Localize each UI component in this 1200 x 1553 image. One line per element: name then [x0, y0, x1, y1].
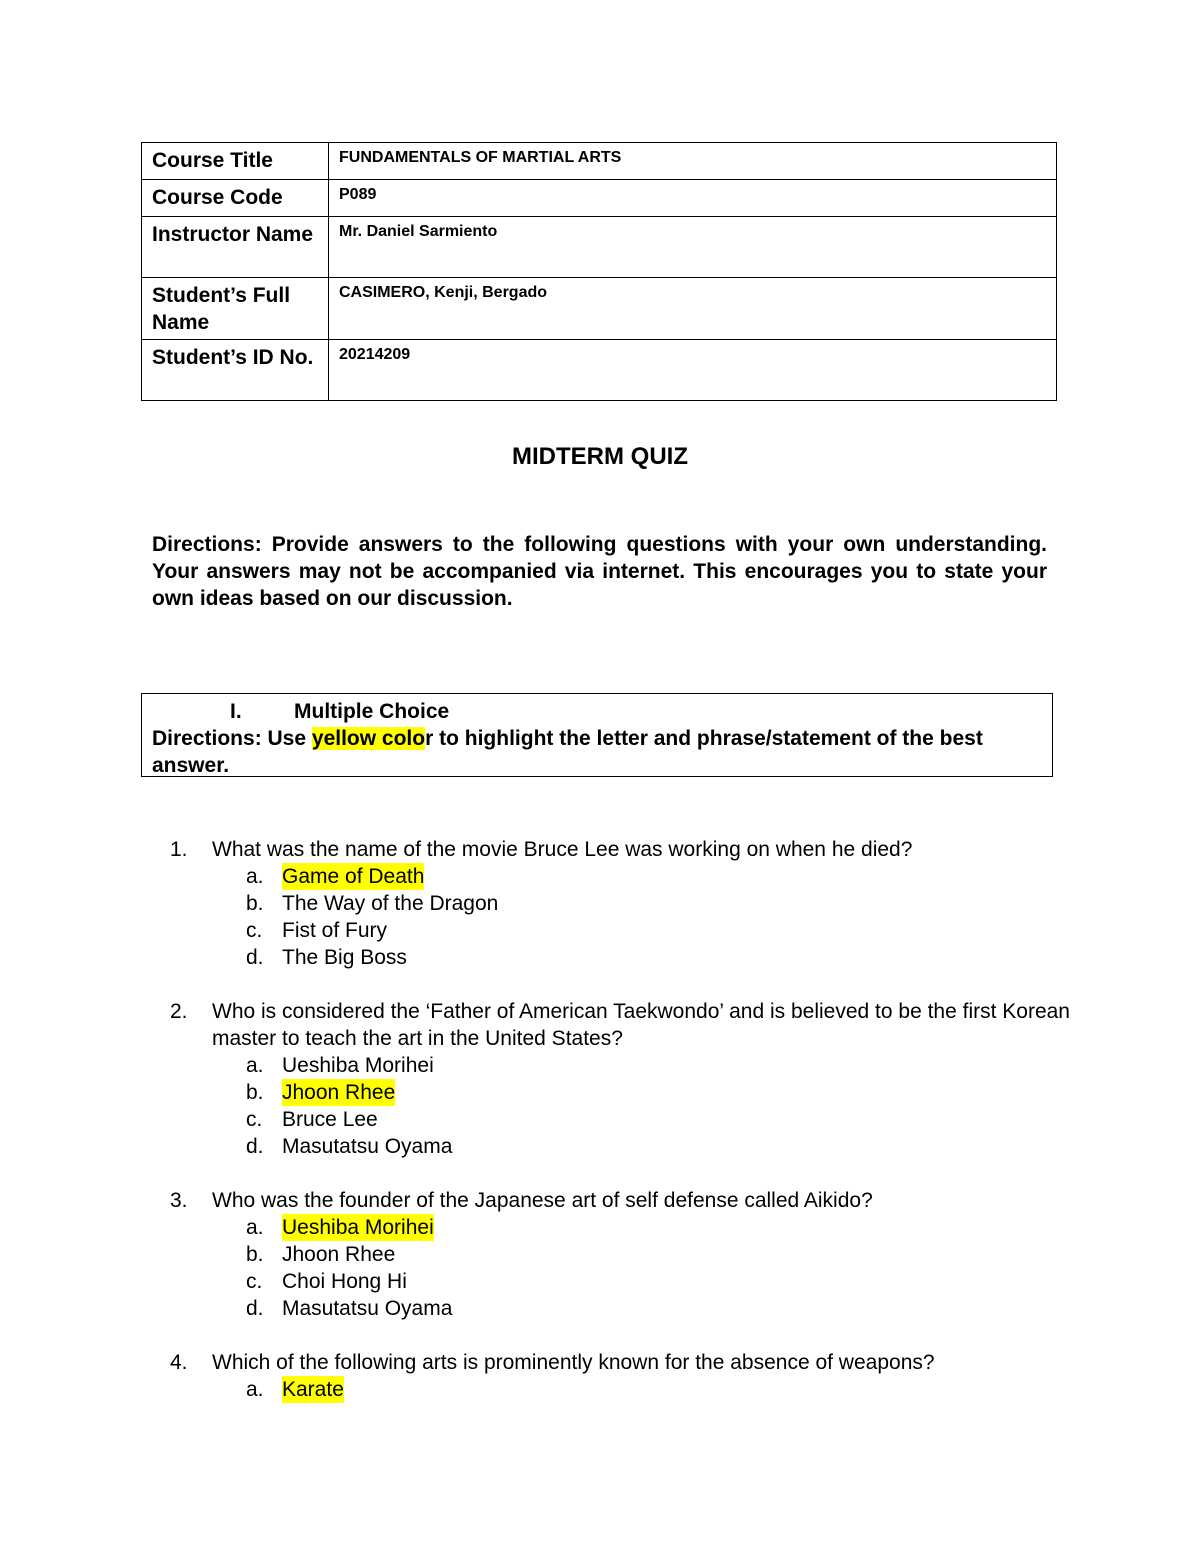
option-text: The Big Boss — [282, 946, 407, 969]
course-title-label: Course Title — [142, 143, 329, 180]
option-4a[interactable] — [170, 1376, 1070, 1403]
question-text: Which of the following arts is prominently known for the absence of weapons? — [212, 1351, 935, 1374]
section-number: I. — [230, 700, 242, 723]
question-number: 3. — [170, 1189, 188, 1212]
question-number: 2. — [170, 1000, 188, 1023]
instructor-row — [142, 217, 1057, 278]
option-letter: c. — [246, 1270, 263, 1293]
option-3c[interactable] — [170, 1268, 1070, 1295]
student-name-label: Student’s Full Name — [142, 278, 329, 340]
option-letter: d. — [246, 1135, 264, 1158]
section-directions-end: r to highlight the letter and phrase/statement of the best answer. — [152, 727, 983, 777]
student-id-row — [142, 340, 1057, 401]
option-letter: a. — [246, 1054, 264, 1077]
option-text-selected: Ueshiba Morihei — [282, 1216, 434, 1239]
question-3 — [170, 1187, 1070, 1322]
section-directions — [152, 725, 1042, 779]
option-text-selected: Karate — [282, 1378, 344, 1401]
student-name-row — [142, 278, 1057, 340]
option-text-selected: Jhoon Rhee — [282, 1081, 396, 1104]
option-text: Ueshiba Morihei — [282, 1054, 434, 1077]
question-1 — [170, 836, 1070, 971]
course-title-row — [142, 143, 1057, 180]
question-text: Who is considered the ‘Father of American Taekwondo’ and is believed to be the first Korean master to teach the art in the United States? — [212, 1000, 1070, 1050]
option-letter: a. — [246, 1216, 264, 1239]
instructor-label: Instructor Name — [142, 217, 329, 278]
question-text: What was the name of the movie Bruce Lee was working on when he died? — [212, 838, 913, 861]
section-header-box — [141, 693, 1053, 777]
option-1a[interactable] — [170, 863, 1070, 890]
section-name: Multiple Choice — [294, 700, 450, 723]
option-text: Bruce Lee — [282, 1108, 378, 1131]
option-letter: d. — [246, 1297, 264, 1320]
question-2 — [170, 998, 1070, 1160]
course-code-row — [142, 180, 1057, 217]
instructor-value: Mr. Daniel Sarmiento — [329, 217, 1057, 278]
question-4 — [170, 1349, 1070, 1403]
course-code-value: P089 — [329, 180, 1057, 217]
option-letter: b. — [246, 1081, 264, 1104]
option-text-selected: Game of Death — [282, 865, 425, 888]
option-1b[interactable] — [170, 890, 1070, 917]
option-3d[interactable] — [170, 1295, 1070, 1322]
option-text: Fist of Fury — [282, 919, 388, 942]
option-1d[interactable] — [170, 944, 1070, 971]
course-title-value: FUNDAMENTALS OF MARTIAL ARTS — [329, 143, 1057, 180]
option-letter: b. — [246, 1243, 264, 1266]
option-2c[interactable] — [170, 1106, 1070, 1133]
option-text: Masutatsu Oyama — [282, 1135, 453, 1158]
quiz-directions: Directions: Provide answers to the following questions with your own understanding. Your answers may not be accompanied via internet. This encourages you to state your own ideas based on our discussion. — [152, 533, 1047, 610]
question-number: 4. — [170, 1351, 188, 1374]
option-2b[interactable] — [170, 1079, 1070, 1106]
option-2d[interactable] — [170, 1133, 1070, 1160]
student-id-label: Student’s ID No. — [142, 340, 329, 401]
section-heading — [152, 698, 1042, 725]
option-letter: c. — [246, 919, 263, 942]
option-letter: a. — [246, 865, 264, 888]
course-code-label: Course Code — [142, 180, 329, 217]
option-letter: b. — [246, 892, 264, 915]
option-1c[interactable] — [170, 917, 1070, 944]
section-directions-start: Directions: Use — [152, 727, 312, 750]
option-letter: d. — [246, 946, 264, 969]
option-text: Jhoon Rhee — [282, 1243, 396, 1266]
student-name-value: CASIMERO, Kenji, Bergado — [329, 278, 1057, 340]
option-text: The Way of the Dragon — [282, 892, 499, 915]
student-id-value: 20214209 — [329, 340, 1057, 401]
question-list — [170, 836, 1070, 1430]
option-text: Choi Hong Hi — [282, 1270, 407, 1293]
question-number: 1. — [170, 838, 188, 861]
option-text: Masutatsu Oyama — [282, 1297, 453, 1320]
option-2a[interactable] — [170, 1052, 1070, 1079]
quiz-title: MIDTERM QUIZ — [512, 443, 688, 470]
option-3a[interactable] — [170, 1214, 1070, 1241]
option-letter: a. — [246, 1378, 264, 1401]
section-directions-highlight: yellow colo — [311, 727, 426, 750]
option-letter: c. — [246, 1108, 263, 1131]
question-text: Who was the founder of the Japanese art of self defense called Aikido? — [212, 1189, 873, 1212]
course-info-table — [141, 142, 1057, 401]
option-3b[interactable] — [170, 1241, 1070, 1268]
